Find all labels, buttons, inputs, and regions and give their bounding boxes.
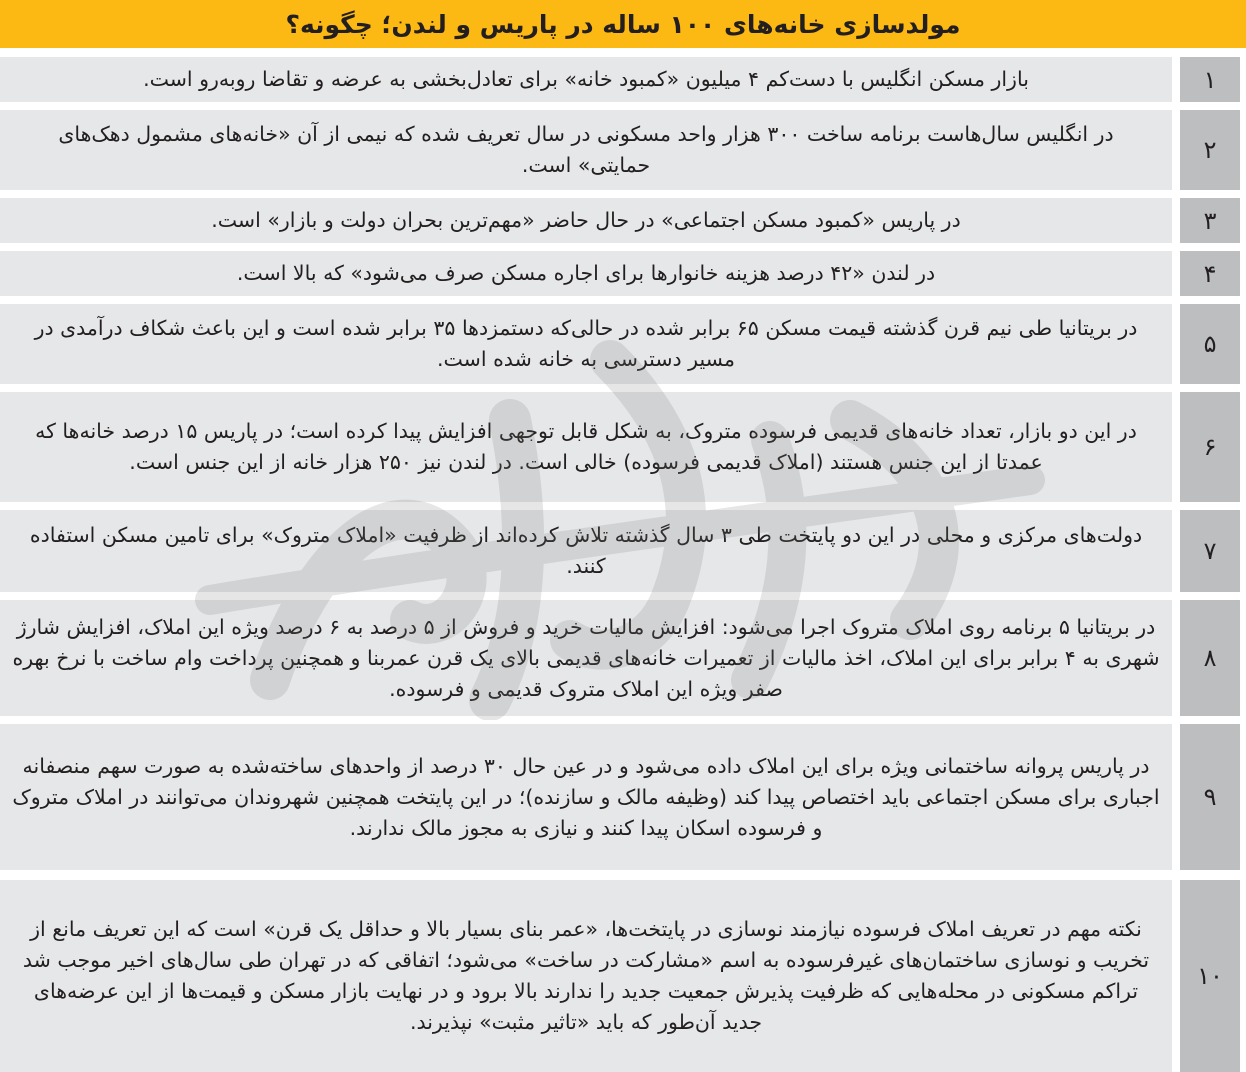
row-text-content: در این دو بازار، تعداد خانه‌های قدیمی فرسوده متروک، به شکل قابل توجهی افزایش پیدا کرده است؛ در پاریس ۱۵ درصد خانه‌ها که عمدتا از این جنس هستند (املاک قدیمی فرسوده) خالی است. در لندن نیز ۲۵۰ هزار خانه از این جنس است.: [35, 419, 1137, 474]
row-text: [0, 392, 1172, 502]
table-row: [0, 304, 1246, 384]
table-title-bar: [0, 0, 1246, 48]
row-number: ۲: [1180, 110, 1240, 190]
row-text-content: در انگلیس سال‌هاست برنامه ساخت ۳۰۰ هزار واحد مسکونی در سال تعریف شده که نیمی از آن «خانه‌های مشمول دهک‌های حمایتی» است.: [58, 122, 1114, 177]
row-number: ۶: [1180, 392, 1240, 502]
row-text: [0, 600, 1172, 716]
row-number: ۳: [1180, 198, 1240, 243]
row-text: [0, 198, 1172, 243]
row-number: ۴: [1180, 251, 1240, 296]
row-number: ۹: [1180, 724, 1240, 870]
row-text-content: بازار مسکن انگلیس با دست‌کم ۴ میلیون «کمبود خانه» برای تعادل‌بخشی به عرضه و تقاضا روبه‌رو است.: [143, 67, 1029, 91]
row-text-content: در لندن «۴۲ درصد هزینه خانوارها برای اجاره مسکن صرف می‌شود» که بالا است.: [236, 261, 936, 285]
table-row: [0, 110, 1246, 190]
table-row: [0, 57, 1246, 102]
row-text-content: در پاریس پروانه ساختمانی ویژه برای این املاک داده می‌شود و در عین حال ۳۰ درصد از واحدهای ساخته‌شده به صورت سهم منصفانه اجباری برای مسکن اجتماعی باید اختصاص پیدا کند (وظیفه مالک و سازنده)؛ در این پایتخت همچنین شهروندان می‌توانند در املاک متروک و فرسوده اسکان پیدا کنند و نیازی به مجوز مالک ندارند.: [12, 753, 1160, 840]
row-text-content: نکته مهم در تعریف املاک فرسوده نیازمند نوسازی در پایتخت‌ها، «عمر بنای بسیار بالا و حداقل یک قرن» است که این تعریف مانع از تخریب و نوسازی ساختمان‌های غیرفرسوده به اسم «مشارکت در ساخت» می‌شود؛ اتفاقی که در تهران طی سال‌های اخیر موجب شد تراکم مسکونی در محله‌هایی که ظرفیت پذیرش جمعیت جدید را ندارند بالا برود و در نهایت بازار مسکن و قیمت‌ها از این عرضه‌های جدید آن‌طور که باید «تاثیر مثبت» نپذیرند.: [22, 917, 1150, 1034]
row-text-content: در بریتانیا ۵ برنامه روی املاک متروک اجرا می‌شود: افزایش مالیات خرید و فروش از ۵ درصد به ۶ درصد ویژه این املاک، افزایش شارژ شهری به ۴ برابر برای این املاک، اخذ مالیات از تعمیرات خانه‌های قدیمی بالای یک قرن عمربنا و همچنین پرداخت وام ساخت با نرخ بهره صفر ویژه این املاک متروک قدیمی و فرسوده.: [12, 614, 1160, 701]
row-text-content: در بریتانیا طی نیم قرن گذشته قیمت مسکن ۶۵ برابر شده در حالی‌که دستمزدها ۳۵ برابر شده است و این باعث شکاف درآمدی در مسیر دسترسی به خانه شده است.: [34, 316, 1138, 371]
table-row: [0, 510, 1246, 592]
table-row: [0, 600, 1246, 716]
row-text: [0, 251, 1172, 296]
table-row: [0, 880, 1246, 1072]
row-text-content: در پاریس «کمبود مسکن اجتماعی» در حال حاضر «مهم‌ترین بحران دولت و بازار» است.: [211, 208, 961, 232]
table-row: [0, 198, 1246, 243]
table-row: [0, 251, 1246, 296]
row-text-content: دولت‌های مرکزی و محلی در این دو پایتخت طی ۳ سال گذشته تلاش کرده‌اند از ظرفیت «املاک متروک» برای تامین مسکن استفاده کنند.: [29, 523, 1143, 578]
table-row: [0, 392, 1246, 502]
row-text: [0, 304, 1172, 384]
row-number: ۱: [1180, 57, 1240, 102]
row-number: ۱۰: [1180, 880, 1240, 1072]
row-text: [0, 57, 1172, 102]
row-number: ۵: [1180, 304, 1240, 384]
table-row: [0, 724, 1246, 870]
row-text: [0, 724, 1172, 870]
row-number: ۷: [1180, 510, 1240, 592]
row-number: ۸: [1180, 600, 1240, 716]
page-title: مولدسازی خانه‌های ۱۰۰ ساله در پاریس و لندن؛ چگونه؟: [285, 9, 961, 39]
row-text: [0, 880, 1172, 1072]
row-text: [0, 110, 1172, 190]
row-text: [0, 510, 1172, 592]
